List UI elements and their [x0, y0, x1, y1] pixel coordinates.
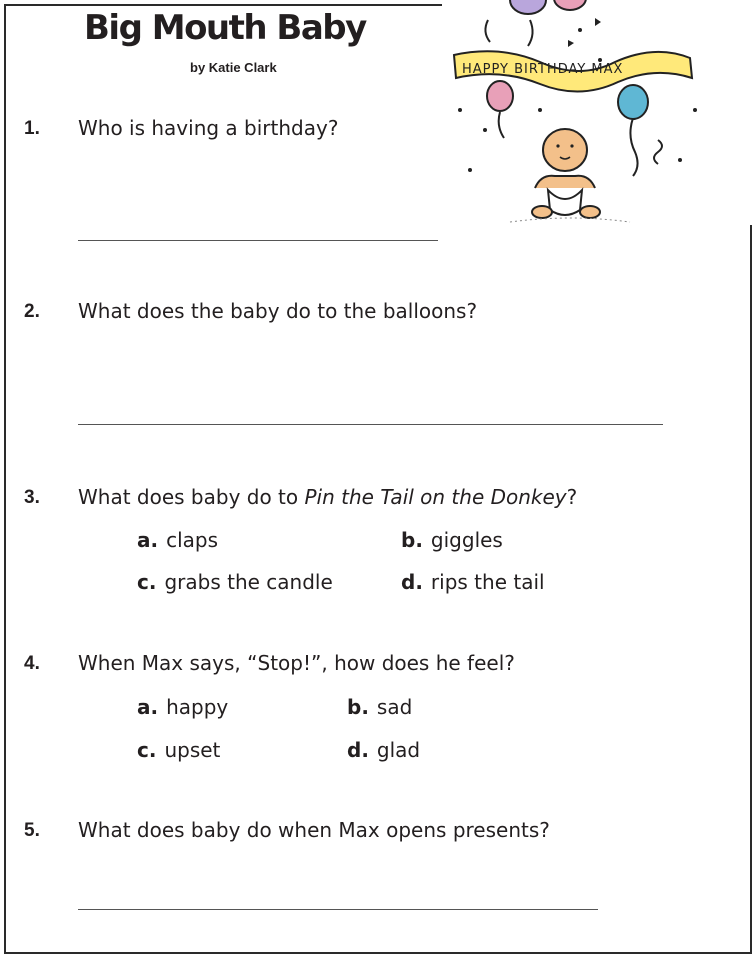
- option-letter: d.: [401, 570, 423, 594]
- question-4-option-d[interactable]: [347, 738, 420, 762]
- page-border-bottom: [4, 952, 752, 954]
- answer-line-5[interactable]: [78, 909, 598, 910]
- question-3-number: 3.: [24, 487, 40, 508]
- question-4-option-b[interactable]: [347, 695, 412, 719]
- author-byline: by Katie Clark: [190, 60, 277, 75]
- worksheet-title: Big Mouth Baby: [84, 8, 366, 48]
- answer-line-1[interactable]: [78, 240, 438, 241]
- question-3-option-b[interactable]: [401, 528, 503, 552]
- question-3-text-start: What does baby do to: [78, 485, 305, 509]
- balloon-top-pink: [554, 0, 586, 10]
- option-label: giggles: [430, 528, 503, 552]
- option-label: rips the tail: [430, 570, 545, 594]
- birthday-baby-illustration: [440, 0, 730, 230]
- question-4-option-c[interactable]: [137, 738, 220, 762]
- option-letter: c.: [137, 570, 157, 594]
- question-3-text: [78, 485, 577, 509]
- question-3-option-d[interactable]: [401, 570, 545, 594]
- option-letter: c.: [137, 738, 157, 762]
- question-5-number: 5.: [24, 820, 40, 841]
- option-letter: b.: [347, 695, 369, 719]
- question-1-text: Who is having a birthday?: [78, 116, 339, 140]
- question-4-number: 4.: [24, 653, 40, 674]
- question-4-option-a[interactable]: [137, 695, 228, 719]
- question-3-text-end: ?: [566, 485, 578, 509]
- option-letter: b.: [401, 528, 423, 552]
- question-4-text: When Max says, “Stop!”, how does he feel?: [78, 651, 515, 675]
- question-2-number: 2.: [24, 301, 40, 322]
- balloon-top-purple: [510, 0, 546, 14]
- baby-figure: [510, 129, 630, 222]
- answer-line-2[interactable]: [78, 424, 663, 425]
- option-label: upset: [164, 738, 221, 762]
- balloon-blue: [618, 85, 648, 119]
- option-letter: a.: [137, 528, 159, 552]
- question-5-text: What does baby do when Max opens presents?: [78, 818, 550, 842]
- page-border-right: [750, 225, 752, 954]
- option-label: glad: [376, 738, 421, 762]
- option-letter: a.: [137, 695, 159, 719]
- question-3-game-name: Pin the Tail on the Donkey: [304, 485, 567, 509]
- banner-text: HAPPY BIRTHDAY MAX: [462, 62, 624, 77]
- page-border-left: [4, 4, 6, 953]
- option-letter: d.: [347, 738, 369, 762]
- page-border-top: [4, 4, 442, 6]
- option-label: happy: [166, 695, 229, 719]
- option-label: grabs the candle: [164, 570, 333, 594]
- question-1-number: 1.: [24, 118, 40, 139]
- balloon-pink: [487, 81, 513, 111]
- question-3-option-a[interactable]: [137, 528, 218, 552]
- option-label: sad: [376, 695, 413, 719]
- question-2-text: What does the baby do to the balloons?: [78, 299, 478, 323]
- question-3-option-c[interactable]: [137, 570, 333, 594]
- option-label: claps: [166, 528, 219, 552]
